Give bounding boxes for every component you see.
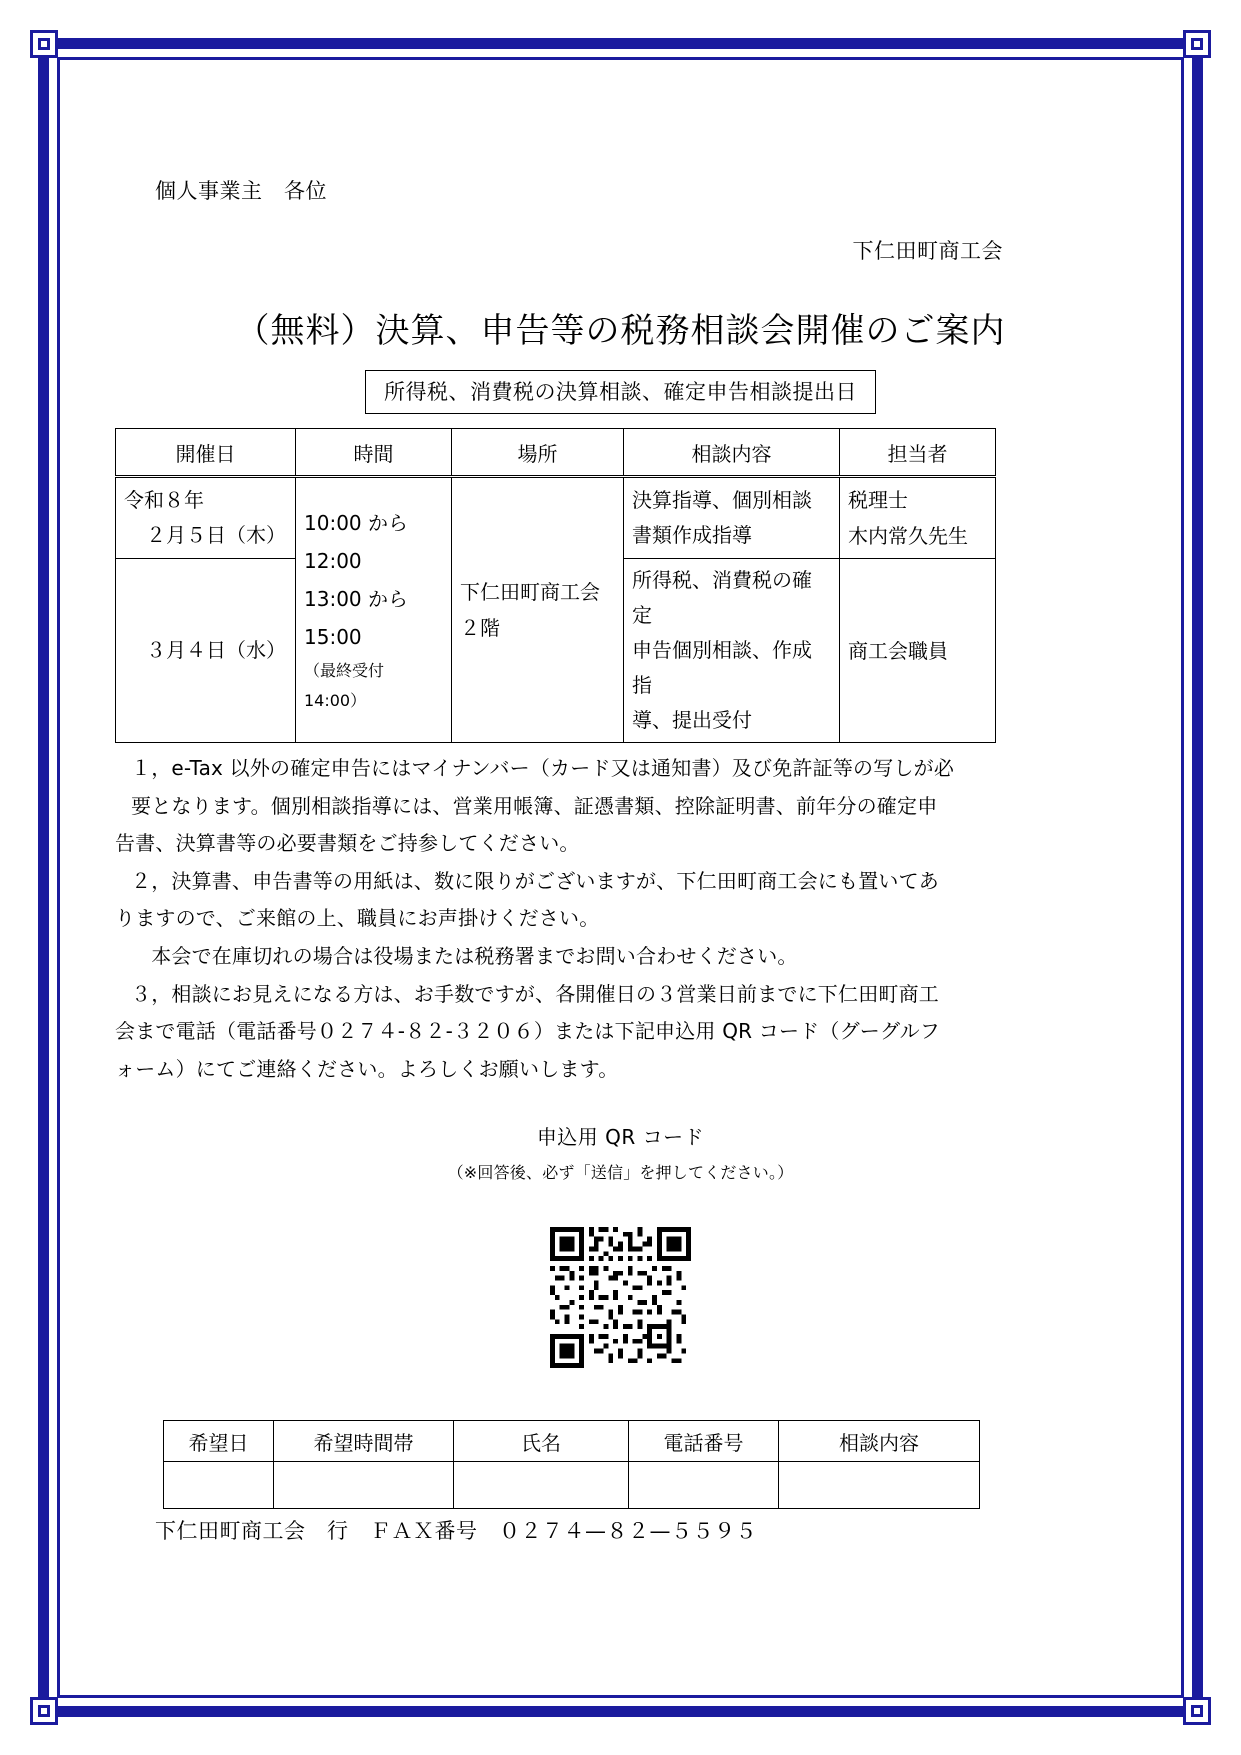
qr-caption: 申込用 QR コード <box>536 1125 705 1150</box>
form-field-name[interactable] <box>454 1462 629 1509</box>
schedule-cell-time <box>296 477 452 743</box>
note-line-4: ２，決算書、申告書等の用紙は、数に限りがございますが、下仁田町商工会にも置いてあ <box>131 868 939 893</box>
frame-corner-top-left <box>30 30 58 58</box>
form-header-phone: 電話番号 <box>629 1421 779 1462</box>
note-line-1: １，e-Tax 以外の確定申告にはマイナンバー（カード又は通知書）及び免許証等の写しが必 <box>131 756 955 780</box>
schedule-cell-date-2 <box>116 559 296 743</box>
schedule-cell-staff-1 <box>840 477 996 559</box>
schedule-cell-date-1 <box>116 477 296 559</box>
form-header-desired-time: 希望時間帯 <box>274 1421 454 1462</box>
date-year-1: 令和８年 <box>124 488 204 512</box>
form-header-topic: 相談内容 <box>779 1421 980 1462</box>
schedule-header-time: 時間 <box>296 429 452 477</box>
qr-code-icon[interactable] <box>550 1227 691 1368</box>
frame-corner-top-right <box>1183 30 1211 58</box>
note-line-5: りますので、ご来館の上、職員にお声掛けください。 <box>115 906 600 931</box>
note-line-2: 要となります。個別相談指導には、営業用帳簿、証憑書類、控除証明書、前年分の確定申 <box>131 793 938 818</box>
schedule-cell-place <box>452 477 624 743</box>
schedule-header-staff: 担当者 <box>840 429 996 477</box>
topic-2-line-1: 所得税、消費税の確定 <box>632 568 812 627</box>
form-header-row <box>164 1421 980 1462</box>
staff-1-name: 木内常久先生 <box>848 524 968 548</box>
schedule-table <box>115 428 996 743</box>
subtitle-box: 所得税、消費税の決算相談、確定申告相談提出日 <box>365 370 876 414</box>
application-form-table <box>163 1420 980 1509</box>
schedule-cell-topic-2 <box>624 559 840 743</box>
qr-code-container <box>110 1227 1131 1368</box>
time-last-reception: （最終受付 14:00） <box>304 660 385 710</box>
note-line-8: 会まで電話（電話番号０２７４-８２-３２０６）または下記申込用 QR コード（グーグルフ <box>115 1019 940 1044</box>
frame-corner-bottom-left <box>30 1697 58 1725</box>
topic-1-line-1: 決算指導、個別相談 <box>632 488 812 512</box>
schedule-header-row <box>116 429 996 477</box>
form-input-row <box>164 1462 980 1509</box>
sender-line: 下仁田町商工会 <box>852 239 1003 263</box>
place-name: 下仁田町商工会 <box>460 580 600 604</box>
form-header-desired-date: 希望日 <box>164 1421 274 1462</box>
date-day-2: ３月４日（水） <box>146 638 286 662</box>
schedule-cell-staff-2 <box>840 559 996 743</box>
form-header-name: 氏名 <box>454 1421 629 1462</box>
note-line-7: ３，相談にお見えになる方は、お手数ですが、各開催日の３営業日前までに下仁田町商工 <box>131 981 939 1006</box>
document-content <box>110 120 1131 1545</box>
frame-corner-bottom-right <box>1183 1697 1211 1725</box>
place-floor: ２階 <box>460 616 500 640</box>
topic-1-line-2: 書類作成指導 <box>632 523 752 547</box>
staff-1-title: 税理士 <box>848 488 908 512</box>
form-field-desired-date[interactable] <box>164 1462 274 1509</box>
schedule-cell-topic-1 <box>624 477 840 559</box>
form-field-topic[interactable] <box>779 1462 980 1509</box>
note-line-6: 本会で在庫切れの場合は役場または税務署までお問い合わせください。 <box>131 943 798 968</box>
addressee-line: 個人事業主 各位 <box>155 179 327 203</box>
fax-destination-line: 下仁田町商工会 行 ＦＡＸ番号 ０２７４—８２—５５９５ <box>155 1519 757 1544</box>
subtitle-container <box>110 370 1131 414</box>
schedule-header-date: 開催日 <box>116 429 296 477</box>
schedule-header-place: 場所 <box>452 429 624 477</box>
schedule-header-topic: 相談内容 <box>624 429 840 477</box>
topic-2-line-3: 導、提出受付 <box>632 708 752 732</box>
topic-2-line-2: 申告個別相談、作成指 <box>632 638 812 697</box>
table-row <box>116 477 996 559</box>
time-slot-morning: 10:00 から 12:00 <box>304 510 408 573</box>
qr-submit-note: （※回答後、必ず「送信」を押してください。） <box>447 1163 794 1183</box>
date-day-1: ２月５日（木） <box>146 523 286 547</box>
notes-section <box>115 751 995 1087</box>
page-title: （無料）決算、申告等の税務相談会開催のご案内 <box>235 311 1006 351</box>
note-line-9: ォーム）にてご連絡ください。よろしくお願いします。 <box>115 1056 619 1081</box>
time-slot-afternoon: 13:00 から 15:00 <box>304 586 408 649</box>
note-line-3: 告書、決算書等の必要書類をご持参してください。 <box>115 831 580 856</box>
form-field-desired-time[interactable] <box>274 1462 454 1509</box>
form-field-phone[interactable] <box>629 1462 779 1509</box>
staff-2-name: 商工会職員 <box>848 638 948 663</box>
